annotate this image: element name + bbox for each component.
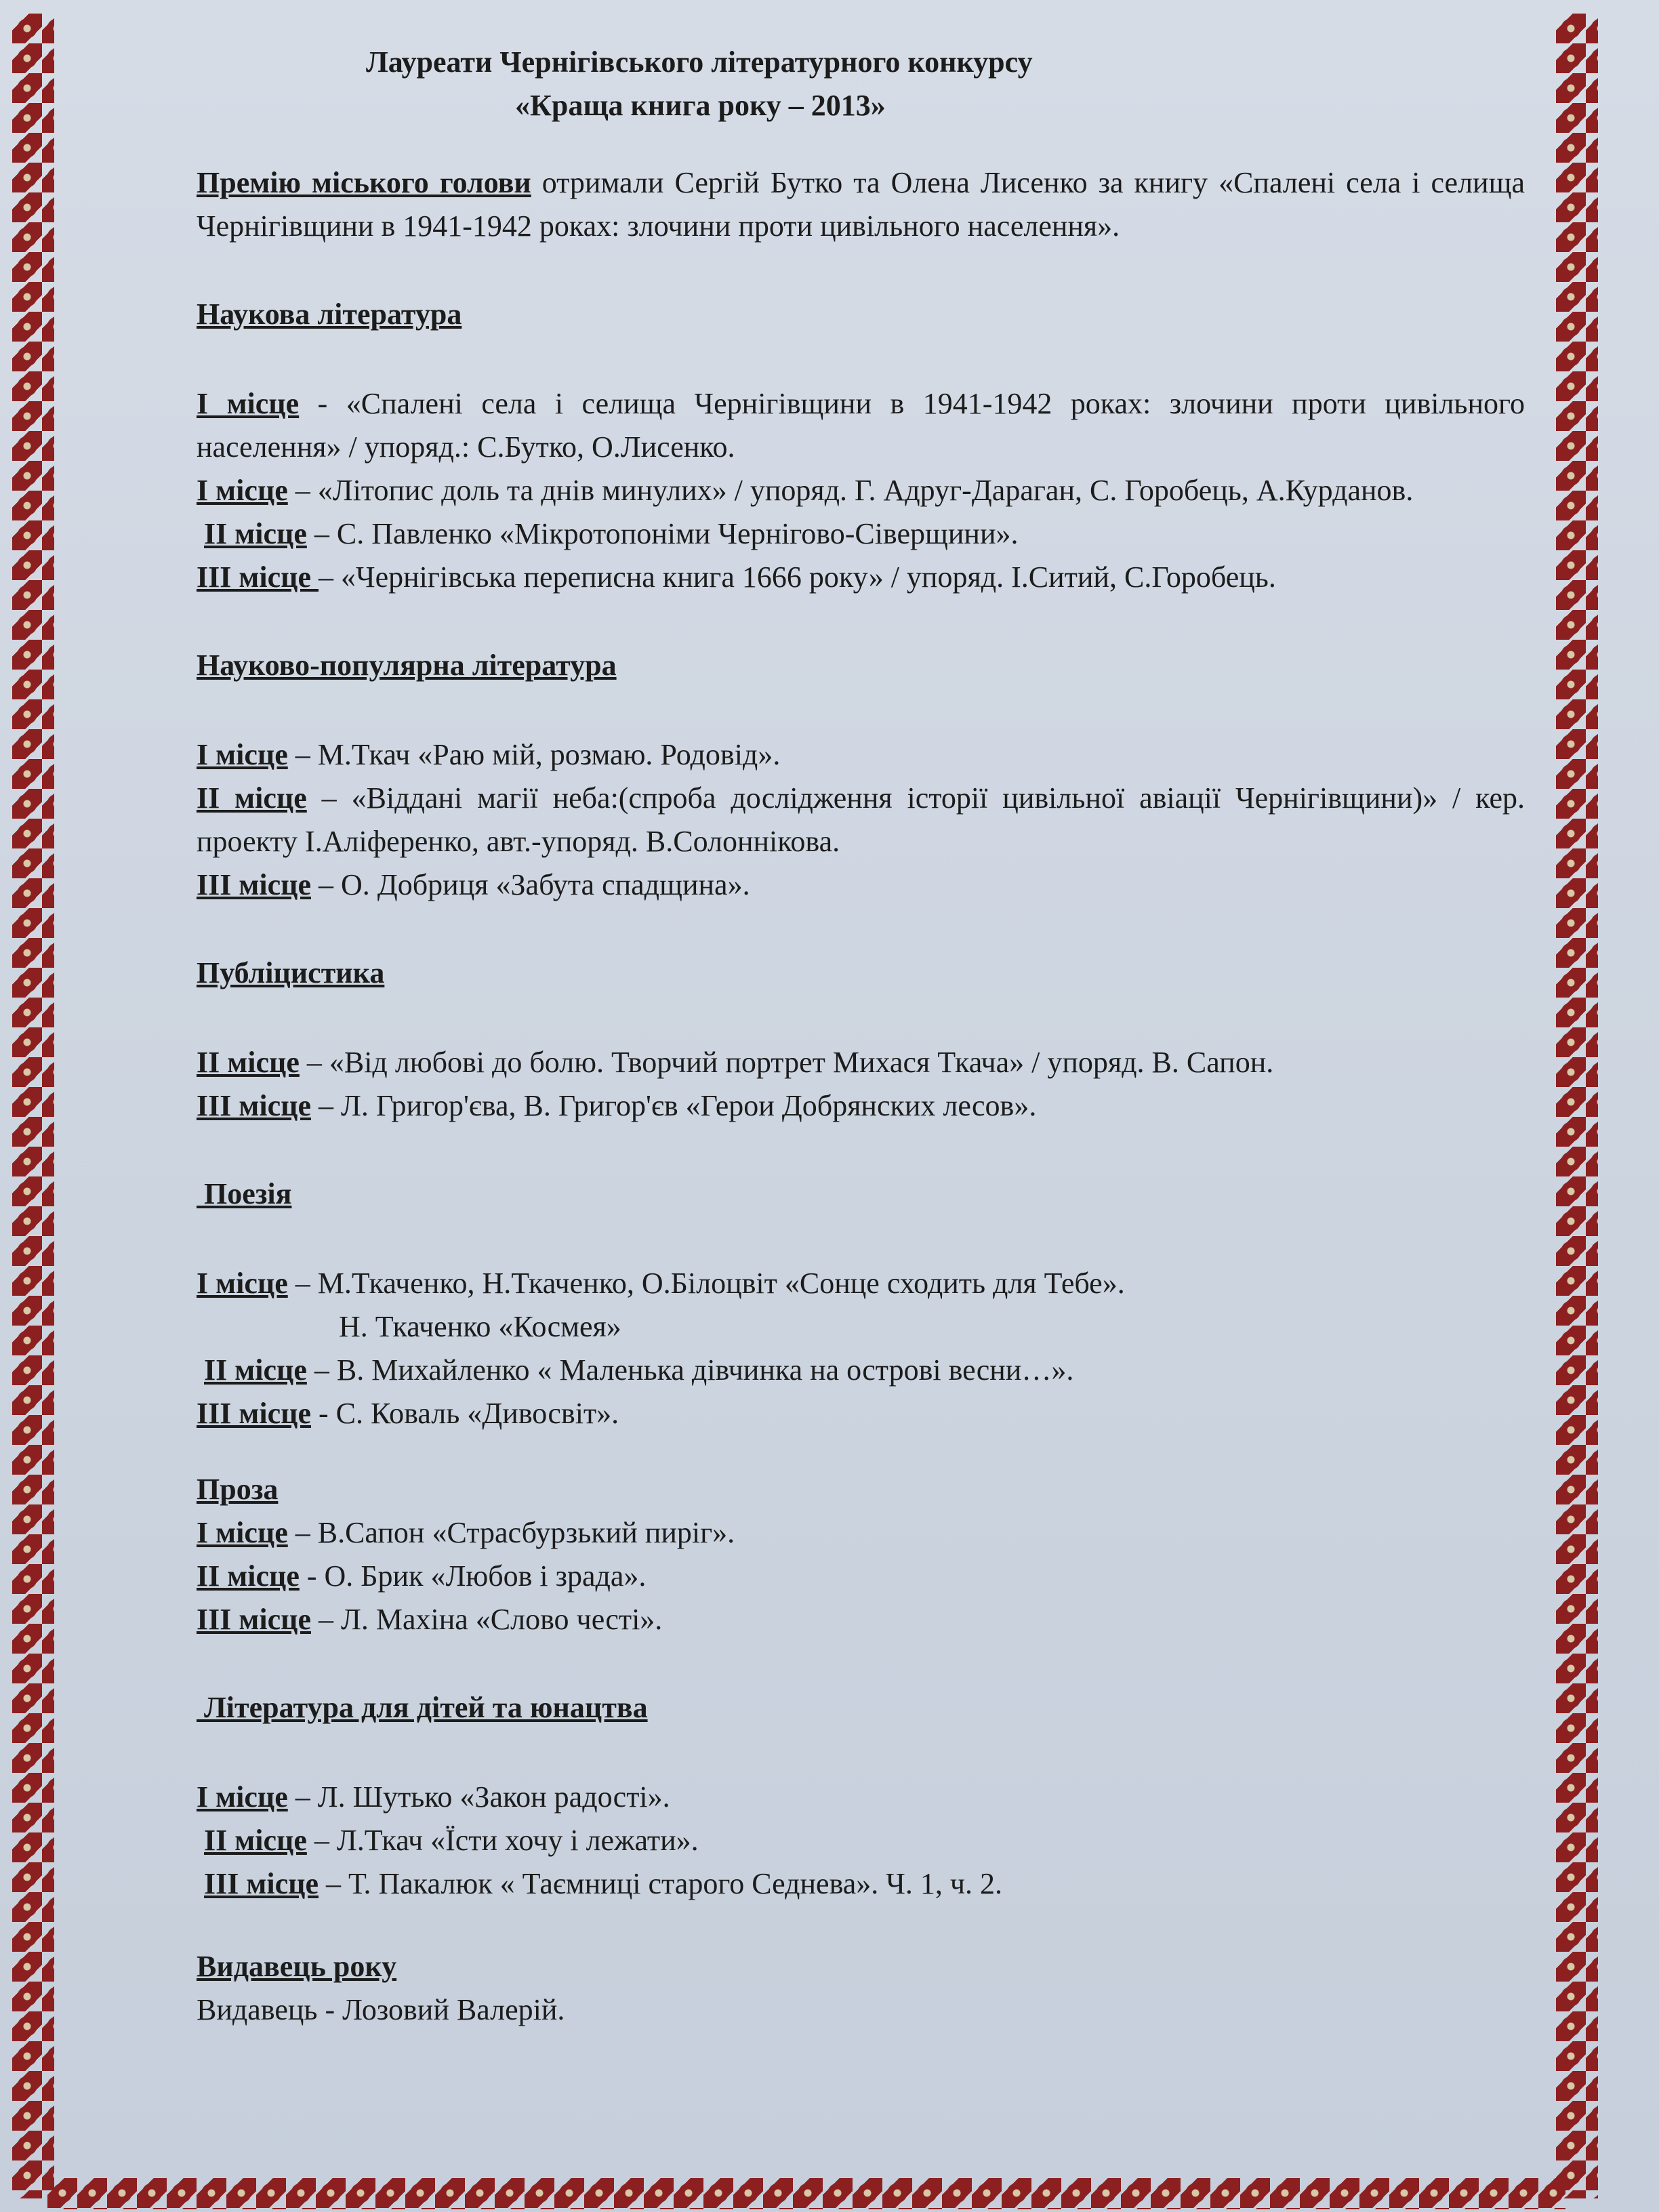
entry-text: – «Від любові до болю. Творчий портрет Михася Ткача» / упоряд. В. Сапон. [299, 1046, 1274, 1079]
place-label: I місце [197, 1780, 288, 1814]
entry-text: – Л. Шутько «Закон радості». [287, 1780, 670, 1814]
children-entry [197, 1862, 1525, 1906]
section-heading-publisher: Видавець року [197, 1950, 397, 1983]
poetry-heading-text: Поезія [204, 1177, 292, 1210]
entry-text: – Т. Пакалюк « Таємниці старого Седнева». Ч. 1, ч. 2. [318, 1867, 1003, 1900]
poetry-entry [197, 1349, 1525, 1392]
place-label: III місце [197, 868, 311, 901]
prose-entry [197, 1598, 1525, 1641]
entry-text: – Л.Ткач «Їсти хочу і лежати». [306, 1824, 699, 1857]
poetry-entry-continuation [197, 1305, 1525, 1349]
place-label: III місце [197, 1603, 311, 1636]
entry-text: – В. Михайленко « Маленька дівчинка на острові весни…». [306, 1353, 1074, 1387]
children-heading-text: Література для дітей та юнацтва [204, 1691, 648, 1724]
place-label: II місце [197, 781, 307, 815]
section-heading-science: Наукова література [197, 298, 462, 331]
mayor-prize-label: Премію міського голови [197, 166, 531, 199]
document-title-line-1: Лауреати Чернігівського літературного конкурсу [366, 45, 1033, 79]
place-label: I місце [197, 387, 300, 420]
journalism-entry [197, 1084, 1525, 1128]
section-heading-journalism: Публіцистика [197, 956, 385, 989]
document-title-line-2: «Краща книга року – 2013» [515, 89, 886, 122]
entry-text: - С. Коваль «Дивосвіт». [310, 1397, 619, 1430]
place-label: I місце [197, 1516, 288, 1549]
ornament-border-right [1556, 14, 1598, 2198]
ornament-border-left [12, 14, 54, 2198]
place-label: III місце [197, 1089, 311, 1122]
entry-text: - О. Брик «Любов і зрада». [299, 1559, 647, 1593]
entry-text: – «Чернігівська переписна книга 1666 року» / упоряд. І.Ситий, С.Горобець. [318, 560, 1276, 594]
place-label: II місце [197, 1046, 300, 1079]
entry-text: – О. Добриця «Забута спадщина». [310, 868, 750, 901]
entry-text: – «Віддані магії неба:(спроба дослідження історії цивільної авіації Чернігівщини)» / кер. проекту І.Аліференко, авт.-упоряд. В.Солоннікова. [197, 781, 1525, 858]
entry-text: - «Спалені села і селища Чернігівщини в 1941-1942 роках: злочини проти цивільного населення» / упоряд.: С.Бутко, О.Лисенко. [197, 387, 1525, 464]
place-label: II місце [197, 1559, 300, 1593]
entry-text: – В.Сапон «Страсбурзький пиріг». [287, 1516, 735, 1549]
entry-text: Н. Ткаченко «Космея» [339, 1310, 621, 1343]
place-label: II місце [204, 1824, 307, 1857]
entry-text: – Л. Махіна «Слово честі». [310, 1603, 663, 1636]
place-label: I місце [197, 738, 288, 771]
place-label: II місце [204, 1353, 307, 1387]
place-label: II місце [204, 517, 307, 550]
prose-entry [197, 1555, 1525, 1598]
prose-entry [197, 1511, 1525, 1555]
place-label: I місце [197, 474, 288, 507]
science-entry [197, 382, 1525, 469]
popular-entry [197, 863, 1525, 907]
mayor-prize-paragraph [197, 161, 1525, 248]
publisher-entry: Видавець - Лозовий Валерій. [197, 1993, 565, 2026]
science-entry [197, 512, 1525, 556]
place-label: III місце [197, 1397, 311, 1430]
place-label: III місце [204, 1867, 319, 1900]
place-label: I місце [197, 1267, 288, 1300]
poetry-entry [197, 1262, 1525, 1305]
entry-text: – М.Ткач «Раю мій, розмаю. Родовід». [287, 738, 781, 771]
place-label: III місце [197, 560, 319, 594]
popular-entry [197, 733, 1525, 777]
entry-text: – Л. Григор'єва, В. Григор'єв «Герои Добрянских лесов». [310, 1089, 1037, 1122]
mayor-prize-text: отримали Сергій Бутко та Олена Лисенко за книгу «Спалені села і селища Чернігівщини в 1941-1942 роках: злочини проти цивільного населення». [197, 166, 1525, 243]
science-entry [197, 556, 1525, 599]
ornament-border-bottom [47, 2178, 1565, 2209]
document-body [197, 41, 1525, 2032]
section-heading-poetry [197, 1172, 1525, 1216]
children-entry [197, 1776, 1525, 1819]
section-heading-popular-science: Науково-популярна література [197, 649, 617, 682]
entry-text: – М.Ткаченко, Н.Ткаченко, О.Білоцвіт «Сонце сходить для Тебе». [287, 1267, 1125, 1300]
entry-text: – С. Павленко «Мікротопоніми Чернігово-Сіверщини». [306, 517, 1019, 550]
journalism-entry [197, 1041, 1525, 1084]
poetry-entry [197, 1392, 1525, 1435]
popular-entry [197, 777, 1525, 863]
entry-text: – «Літопис доль та днів минулих» / упоряд. Г. Адруг-Дараган, С. Горобець, А.Курданов. [287, 474, 1414, 507]
children-entry [197, 1819, 1525, 1862]
science-entry [197, 469, 1525, 512]
section-heading-children [197, 1686, 1525, 1729]
section-heading-prose: Проза [197, 1473, 279, 1506]
